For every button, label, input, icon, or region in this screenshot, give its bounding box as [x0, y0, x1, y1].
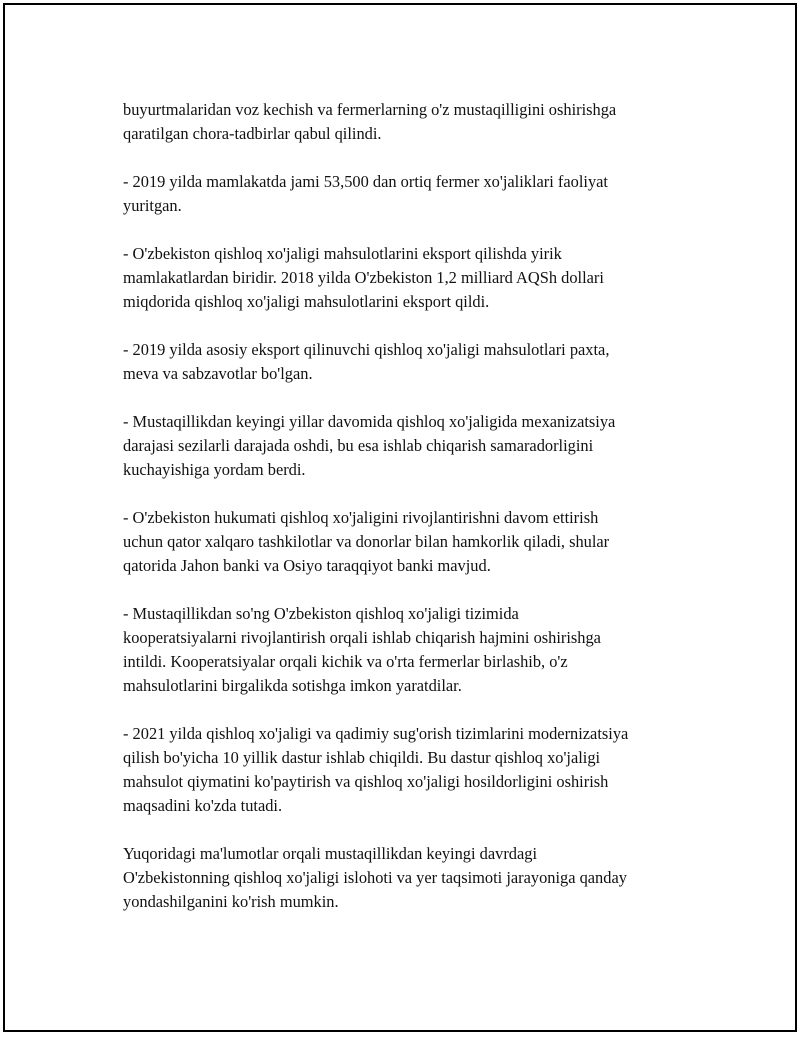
document-page [3, 3, 797, 1032]
paragraph-international-cooperation: - O'zbekiston hukumati qishloq xo'jaligini rivojlantirishni davom ettirish uchun qator xalqaro tashkilotlar va donorlar bilan hamkorlik qiladi, shular qatorida Jahon banki va Osiyo taraqqiyot banki mavjud. [123, 508, 610, 575]
document-body [123, 98, 723, 938]
paragraph-export-products: - 2019 yilda asosiy eksport qilinuvchi qishloq xo'jaligi mahsulotlari paxta, meva va sabzavotlar bo'lgan. [123, 340, 610, 383]
paragraph-intro-continuation: buyurtmalaridan voz kechish va fermerlarning o'z mustaqilligini oshirishga qaratilgan chora-tadbirlar qabul qilindi. [123, 100, 617, 143]
paragraph-modernization-program: - 2021 yilda qishloq xo'jaligi va qadimiy sug'orish tizimlarini modernizatsiya qilish bo'yicha 10 yillik dastur ishlab chiqildi. Bu dastur qishloq xo'jaligi mahsulot qiymatini ko'paytirish va qishloq xo'jaligi hosildorligini oshirish maqsadini ko'zda tutadi. [123, 724, 629, 815]
paragraph-farm-count: - 2019 yilda mamlakatda jami 53,500 dan ortiq fermer xo'jaliklari faoliyat yuritgan. [123, 172, 608, 215]
paragraph-export-2018: - O'zbekiston qishloq xo'jaligi mahsulotlarini eksport qilishda yirik mamlakatlardan biridir. 2018 yilda O'zbekiston 1,2 milliard AQSh dollari miqdorida qishloq xo'jaligi mahsulotlarini eksport qildi. [123, 244, 604, 311]
paragraph-cooperatives: - Mustaqillikdan so'ng O'zbekiston qishloq xo'jaligi tizimida kooperatsiyalarni rivojlantirish orqali ishlab chiqarish hajmini oshirishga intildi. Kooperatsiyalar orqali kichik va o'rta fermerlar birlashib, o'z mahsulotlarini birgalikda sotishga imkon yaratdilar. [123, 604, 601, 695]
paragraph-mechanization: - Mustaqillikdan keyingi yillar davomida qishloq xo'jaligida mexanizatsiya darajasi sezilarli darajada oshdi, bu esa ishlab chiqarish samaradorligini kuchayishiga yordam berdi. [123, 412, 616, 479]
paragraph-conclusion: Yuqoridagi ma'lumotlar orqali mustaqillikdan keyingi davrdagi O'zbekistonning qishloq xo'jaligi islohoti va yer taqsimoti jarayoniga qanday yondashilganini ko'rish mumkin. [123, 844, 627, 911]
